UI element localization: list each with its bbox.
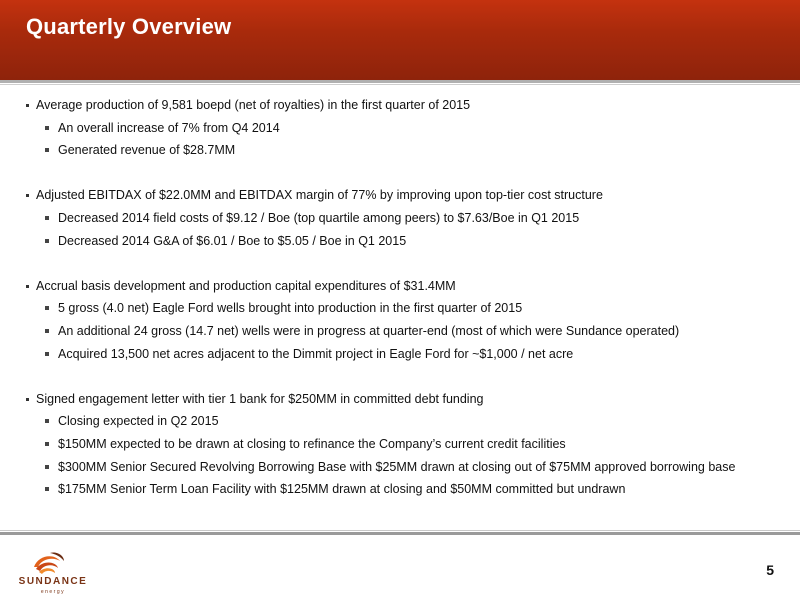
page-title: Quarterly Overview	[26, 14, 232, 39]
sundance-logo	[8, 547, 98, 595]
bullet-marker	[26, 285, 29, 288]
sub-bullet-item	[0, 139, 800, 162]
svg-text:SUNDANCE: SUNDANCE	[18, 576, 88, 587]
title-bar	[0, 0, 800, 80]
sub-bullet-marker	[45, 126, 49, 130]
section-spacer	[0, 365, 800, 388]
sub-bullet-item	[0, 297, 800, 320]
sub-bullet-marker	[45, 465, 49, 469]
bullet-item	[0, 388, 800, 411]
sub-bullet-marker	[45, 148, 49, 152]
sub-bullet-marker	[45, 419, 49, 423]
sub-bullet-text: $300MM Senior Secured Revolving Borrowing Base with $25MM drawn at closing out of $75MM approved borrowing base	[58, 459, 736, 474]
sub-bullet-item	[0, 433, 800, 456]
sub-bullet-item	[0, 478, 800, 501]
footer-divider-thin	[0, 530, 800, 531]
sub-bullet-item	[0, 456, 800, 479]
bullet-text: Accrual basis development and production capital expenditures of $31.4MM	[36, 278, 456, 293]
header-divider	[0, 80, 800, 83]
sub-bullet-item	[0, 410, 800, 433]
page-number: 5	[766, 562, 774, 578]
footer-divider	[0, 532, 800, 535]
sub-bullet-text: $150MM expected to be drawn at closing to refinance the Company’s current credit facilities	[58, 436, 566, 451]
sub-bullet-text: Decreased 2014 G&A of $6.01 / Boe to $5.05 / Boe in Q1 2015	[58, 233, 407, 248]
section-spacer	[0, 252, 800, 275]
bullet-text: Signed engagement letter with tier 1 bank for $250MM in committed debt funding	[36, 391, 484, 406]
sub-bullet-text: Generated revenue of $28.7MM	[58, 143, 236, 158]
bullet-marker	[26, 398, 29, 401]
sub-bullet-text: Acquired 13,500 net acres adjacent to the Dimmit project in Eagle Ford for ~$1,000 / net acre	[58, 346, 574, 361]
sundance-swirl-logo-icon	[8, 547, 98, 595]
sub-bullet-item	[0, 117, 800, 140]
bullet-text: Average production of 9,581 boepd (net of royalties) in the first quarter of 2015	[36, 98, 471, 112]
bullet-item	[0, 275, 800, 298]
bullet-item	[0, 184, 800, 207]
sub-bullet-marker	[45, 239, 49, 243]
sub-bullet-marker	[45, 329, 49, 333]
sub-bullet-text: Closing expected in Q2 2015	[58, 414, 219, 429]
sub-bullet-item	[0, 343, 800, 366]
bullet-list	[0, 94, 800, 501]
sub-bullet-marker	[45, 442, 49, 446]
sub-bullet-text: 5 gross (4.0 net) Eagle Ford wells brought into production in the first quarter of 2015	[58, 301, 523, 316]
sub-bullet-marker	[45, 306, 49, 310]
svg-text:energy: energy	[40, 589, 66, 595]
sub-bullet-item	[0, 230, 800, 253]
sub-bullet-text: An additional 24 gross (14.7 net) wells were in progress at quarter-end (most of which were Sundance operated)	[58, 323, 680, 338]
sub-bullet-marker	[45, 216, 49, 220]
sub-bullet-item	[0, 207, 800, 230]
sub-bullet-item	[0, 320, 800, 343]
bullet-marker	[26, 194, 29, 197]
sub-bullet-text: An overall increase of 7% from Q4 2014	[58, 120, 280, 135]
bullet-text: Adjusted EBITDAX of $22.0MM and EBITDAX margin of 77% by improving upon top-tier cost structure	[36, 188, 603, 203]
sub-bullet-marker	[45, 352, 49, 356]
bullet-item	[0, 94, 800, 117]
section-spacer	[0, 162, 800, 185]
sub-bullet-text: Decreased 2014 field costs of $9.12 / Boe (top quartile among peers) to $7.63/Boe in Q1 2015	[58, 210, 580, 225]
sub-bullet-text: $175MM Senior Term Loan Facility with $125MM drawn at closing and $50MM committed but undrawn	[58, 482, 626, 497]
sub-bullet-marker	[45, 487, 49, 491]
header-divider-thin	[0, 84, 800, 85]
bullet-marker	[26, 104, 29, 107]
